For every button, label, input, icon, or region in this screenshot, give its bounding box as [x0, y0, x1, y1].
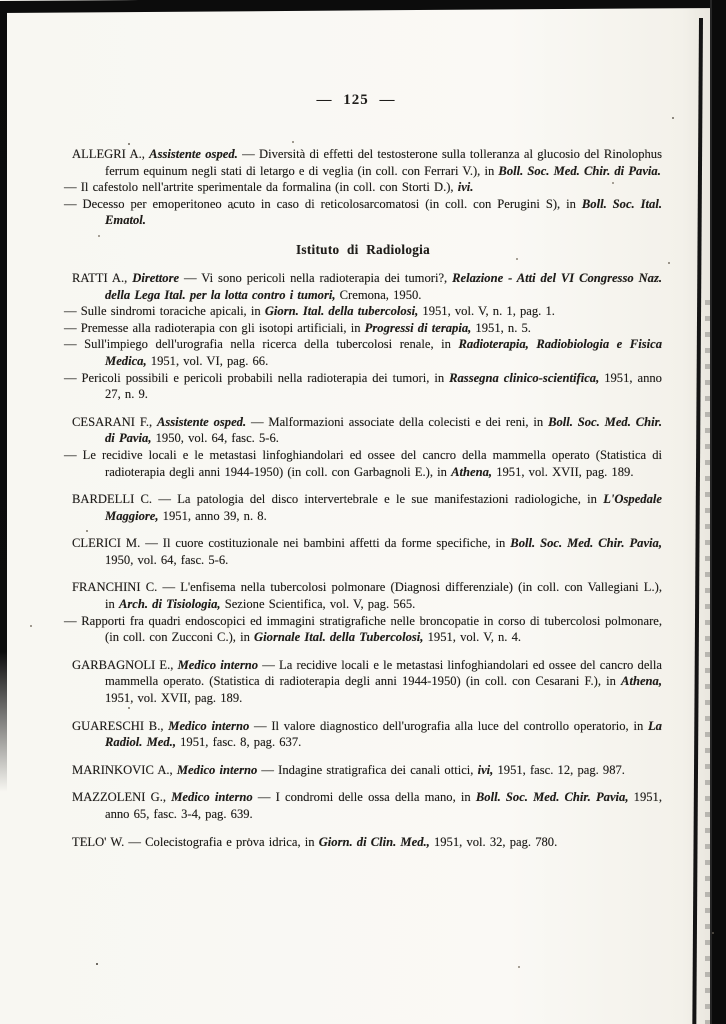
italic-text: Arch. di Tisiologia,: [118, 597, 221, 612]
italic-text: Boll. Soc. Med. Chir. di Pavia.: [498, 163, 661, 178]
bibliography-entry: [64, 179, 662, 196]
italic-text: Assistente osped.: [149, 147, 238, 161]
entry-text: — Il valore diagnostico dell'urografia alla luce del controllo operatorio, in: [249, 718, 648, 733]
entry-text: MARINKOVIC A.,: [72, 762, 177, 777]
entry-text: 1951, n. 5.: [471, 320, 531, 335]
page-number: — 125 —: [316, 92, 396, 108]
entry-text: — Il cafestolo nell'artrite sperimentale da formalina (in coll. con Storti D.),: [64, 180, 458, 195]
italic-text: Medico interno: [177, 657, 259, 672]
italic-text: Assistente osped.: [156, 414, 247, 429]
section-heading: Istituto di Radiologia: [295, 241, 431, 257]
italic-text: Progressi di terapia,: [364, 320, 472, 335]
bibliography-group: [64, 762, 662, 779]
entry-text: — Sull'impiego dell'urografia nella ricerca della tubercolosi renale, in: [64, 337, 459, 352]
italic-text: Athena,: [451, 464, 493, 479]
italic-text: Boll. Soc. Ital. Ematol.: [105, 196, 662, 228]
entry-text: — Premesse alla radioterapia con gli isotopi artificiali, in: [64, 320, 365, 335]
entry-text: 1951, fasc. 8, pag. 637.: [175, 735, 302, 750]
bibliography-entry: [64, 762, 662, 779]
entry-text: 1950, vol. 64, fasc. 5-6.: [151, 431, 279, 446]
scan-edge-right-inner: [692, 18, 703, 1024]
bibliography-entry: [64, 789, 662, 822]
bibliography-group: [64, 789, 662, 822]
bibliography-group: [64, 146, 662, 229]
entry-text: — Pericoli possibili e pericoli probabili nella radioterapia dei tumori, in: [64, 370, 450, 385]
entry-text: — Le recidive locali e le metastasi linfoghiandolari ed ossee del cancro della mammella operato (Statistica di radioterapia degli anni 1944-1950) (in coll. con Garbagnoli E.), in: [64, 447, 662, 479]
italic-text: Medico interno: [171, 790, 253, 805]
entry-text: 1951, vol. V, n. 4.: [423, 630, 522, 645]
entry-text: BARDELLI C. — La patologia del disco intervertebrale e le sue manifestazioni radiologiche, in: [72, 492, 604, 507]
entry-text: 1951, anno 65, fasc. 3-4, pag. 639.: [105, 790, 662, 821]
entry-text: — I condromi delle ossa della mano, in: [252, 790, 476, 805]
italic-text: ivi,: [477, 762, 494, 777]
bibliography-entry: [64, 613, 662, 646]
bibliography: [64, 146, 662, 861]
bibliography-entry: [64, 196, 662, 229]
italic-text: Rassegna clinico-scientifica,: [449, 370, 600, 385]
entry-text: — Decesso per emoperitoneo acuto in caso di reticolosarcomatosi (in coll. con Perugini S), in: [64, 196, 582, 211]
bibliography-group: [64, 270, 662, 403]
italic-text: ivi.: [457, 180, 474, 195]
entry-text: 1951, anno 27, n. 9.: [105, 370, 662, 402]
entry-text: CLERICI M. — Il cuore costituzionale nei bambini affetti da forme specifiche, in: [72, 536, 511, 551]
italic-text: Giorn. Ital. della tubercolosi,: [264, 304, 419, 319]
entry-text: CESARANI F.,: [72, 414, 157, 429]
italic-text: Giorn. di Clin. Med.,: [318, 834, 430, 849]
italic-text: Boll. Soc. Med. Chir. Pavia,: [475, 790, 629, 805]
entry-text: — Vi sono pericoli nella radioterapia dei tumori?,: [179, 270, 453, 285]
entry-text: 1951, fasc. 12, pag. 987.: [493, 762, 625, 777]
entry-text: — Indagine stratigrafica dei canali ottici,: [257, 762, 478, 777]
entry-text: GARBAGNOLI E.,: [72, 657, 178, 672]
bibliography-entry: [64, 579, 662, 612]
bibliography-group: [64, 834, 662, 851]
bibliography-entry: [64, 370, 662, 403]
italic-text: Radioterapia, Radiobiologia e Fisica Medica,: [105, 337, 662, 368]
bibliography-section-1: [64, 146, 662, 229]
bibliography-group: [64, 657, 662, 707]
bibliography-section-2: [64, 270, 662, 850]
bibliography-entry: [64, 414, 662, 447]
bibliography-group: [64, 491, 662, 524]
entry-text: — Malformazioni associate della colecisti e dei reni, in: [246, 414, 549, 429]
entry-text: RATTI A.,: [72, 270, 133, 285]
entry-text: 1951, vol. VI, pag. 66.: [146, 353, 269, 368]
entry-text: Sezione Scientifica, vol. V, pag. 565.: [220, 597, 416, 612]
bibliography-entry: [64, 270, 662, 303]
bibliography-entry: [64, 303, 662, 320]
entry-text: GUARESCHI B.,: [72, 718, 169, 733]
bibliography-entry: [64, 146, 662, 179]
entry-text: 1951, vol. 32, pag. 780.: [429, 834, 558, 849]
entry-text: — Diversità di effetti del testosterone sulla tolleranza al glucosio del Rinolophus ferrum equinum negli stati di letargo e di veglia (in coll. con Ferrari V.), in: [105, 147, 663, 178]
bibliography-entry: [64, 447, 662, 480]
entry-text: ALLEGRI A.,: [72, 147, 150, 161]
entry-text: 1951, vol. V, n. 1, pag. 1.: [418, 304, 555, 319]
entry-text: 1951, anno 39, n. 8.: [158, 508, 267, 523]
entry-text: TELO' W. — Colecistografia e prova idrica, in: [72, 834, 319, 849]
scan-edge-right-outer: [710, 0, 726, 1024]
italic-text: Relazione - Atti del VI Congresso Naz. della Lega Ital. per la lotta contro i tumori,: [105, 270, 663, 302]
bibliography-entry: [64, 834, 662, 851]
italic-text: Athena,: [621, 674, 662, 689]
bibliography-entry: [64, 320, 662, 337]
italic-text: La Radiol. Med.,: [105, 718, 662, 750]
italic-text: Medico interno: [168, 718, 250, 733]
entry-text: MAZZOLENI G.,: [72, 790, 172, 805]
entry-text: Cremona, 1950.: [335, 287, 422, 302]
bibliography-group: [64, 579, 662, 645]
entry-text: 1950, vol. 64, fasc. 5-6.: [105, 552, 229, 567]
bibliography-group: [64, 535, 662, 568]
entry-text: — Sulle sindromi toraciche apicali, in: [64, 304, 265, 319]
bibliography-entry: [64, 718, 662, 751]
entry-text: — Rapporti fra quadri endoscopici ed immagini stratigrafiche nelle broncopatie in corso di tubercolosi polmonare, (in coll. con Zucconi C.), in: [64, 613, 662, 645]
bibliography-group: [64, 414, 662, 480]
entry-text: 1951, vol. XVII, pag. 189.: [105, 691, 243, 706]
scan-edge-left: [0, 12, 7, 792]
scan-edge-top: [0, 0, 720, 13]
bibliography-entry: [64, 336, 662, 369]
italic-text: Giornale Ital. della Tubercolosi,: [254, 630, 424, 645]
bibliography-group: [64, 718, 662, 751]
italic-text: Medico interno: [176, 762, 258, 777]
scan-noise-speckles: [0, 0, 2, 2]
bibliography-entry: [64, 657, 662, 707]
bibliography-entry: [64, 535, 662, 568]
bibliography-entry: [64, 491, 662, 524]
entry-text: FRANCHINI C. — L'enfisema nella tubercolosi polmonare (Diagnosi differenziale) (in coll. con Vallegiani L.), in: [72, 580, 662, 612]
entry-text: — La recidive locali e le metastasi linfoghiandolari ed ossee del cancro della mammella operato. (Statistica di radioterapia degli anni 1944-1950) (in coll. con Cesarani F.), in: [105, 657, 663, 689]
italic-text: L'Ospedale Maggiore,: [105, 492, 662, 523]
italic-text: Boll. Soc. Med. Chir. di Pavia,: [105, 414, 662, 446]
italic-text: Direttore: [132, 270, 180, 285]
italic-text: Boll. Soc. Med. Chir. Pavia,: [510, 536, 662, 551]
entry-text: 1951, vol. XVII, pag. 189.: [492, 464, 634, 479]
